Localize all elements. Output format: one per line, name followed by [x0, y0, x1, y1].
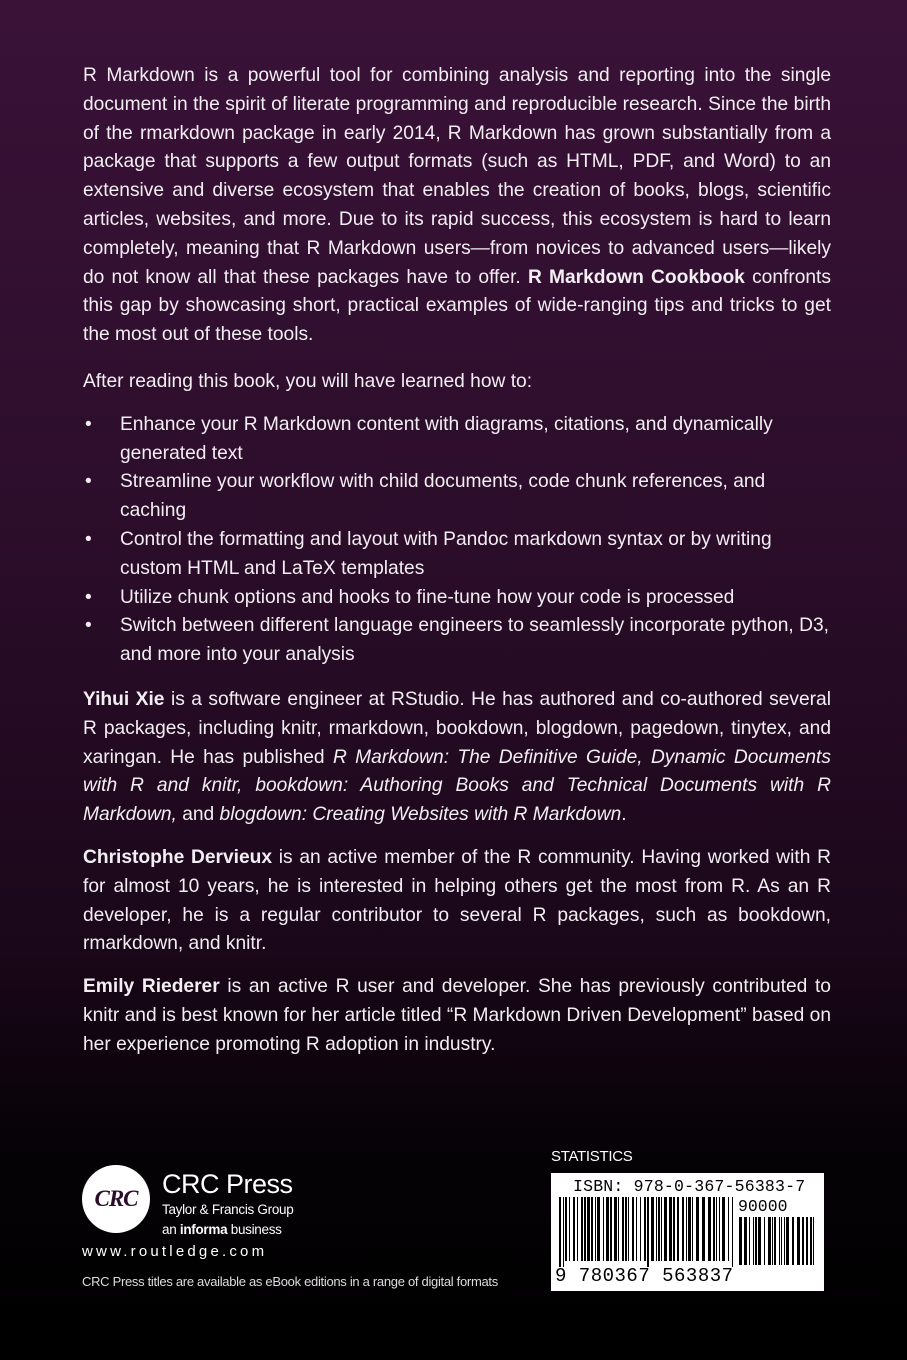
barcode-bar — [755, 1217, 757, 1265]
book-title: blogdown: Creating Websites with R Markdown — [219, 804, 622, 826]
author-text-and: and — [182, 804, 215, 826]
barcode-bar — [636, 1197, 637, 1261]
learning-list — [83, 411, 831, 670]
barcode-bar — [640, 1197, 641, 1261]
author-bio-dervieux — [83, 844, 831, 959]
barcode-bar — [774, 1217, 776, 1265]
barcode-bar — [692, 1197, 693, 1261]
barcode-bar — [753, 1217, 754, 1265]
author-bio-xie — [83, 686, 831, 830]
list-item: • Enhance your R Markdown content with diagrams, citations, and dynamically generated text — [83, 411, 831, 469]
barcode-bar — [749, 1217, 750, 1265]
ebook-note: CRC Press titles are available as eBook editions in a range of digital formats — [82, 1274, 498, 1289]
barcode-bar — [603, 1197, 604, 1261]
barcode-bar — [595, 1197, 596, 1261]
barcode-bar — [779, 1217, 780, 1265]
barcode-bar — [768, 1217, 771, 1265]
barcode-bar — [708, 1197, 711, 1261]
barcode-bar — [802, 1217, 804, 1265]
barcode-bar — [606, 1197, 609, 1261]
publisher-url: www.routledge.com — [82, 1243, 268, 1260]
barcode-bar — [682, 1197, 684, 1261]
barcode-bar — [581, 1197, 583, 1261]
barcode-bar — [656, 1197, 657, 1261]
author-text: is a software engineer at RStudio. He has authored and co-authored several R packages, including knitr, rmarkdown, bookdown, blogdown, pagedown, tinytex, and xaringan. He has published — [83, 688, 831, 768]
author-text-end: . — [621, 804, 627, 826]
barcode-bar — [644, 1197, 646, 1261]
barcode-bar — [669, 1197, 672, 1261]
author-name: Emily Riederer — [83, 976, 220, 998]
barcode-bar — [781, 1217, 782, 1265]
barcode-bar — [577, 1197, 578, 1261]
barcode-bar — [806, 1217, 808, 1265]
barcode-bar — [563, 1197, 564, 1267]
barcode-bar — [622, 1197, 624, 1261]
barcode-bar — [797, 1217, 800, 1265]
barcode-bar — [651, 1197, 654, 1261]
barcode-bar — [658, 1197, 660, 1261]
barcode-bar — [610, 1197, 612, 1261]
barcode — [551, 1173, 824, 1291]
barcode-bar — [739, 1217, 742, 1265]
barcode-bar — [688, 1197, 691, 1261]
barcode-bar — [559, 1197, 561, 1267]
list-item: • Utilize chunk options and hooks to fine-tune how your code is processed — [83, 584, 831, 613]
crc-logo: CRC — [82, 1165, 150, 1233]
author-bio-riederer — [83, 973, 831, 1059]
barcode-bar — [713, 1197, 715, 1261]
cookbook-text: confronts this gap by showcasing short, practical examples of wide-ranging tips and tricks to get the most out of these tools. — [83, 266, 831, 346]
barcode-bar — [614, 1197, 617, 1261]
barcode-bar — [661, 1197, 662, 1261]
publisher-name: CRC Press — [162, 1169, 293, 1199]
book-titles: R Markdown: The Definitive Guide, Dynamic Documents with R and knitr, bookdown: Authoring Books and Technical Documents with R Markdown, — [83, 746, 831, 826]
barcode-bar — [744, 1217, 747, 1265]
back-cover-text — [83, 62, 831, 1074]
cookbook-title: R Markdown Cookbook — [527, 266, 745, 288]
barcode-bar — [584, 1197, 586, 1261]
author-name: Yihui Xie — [83, 688, 165, 710]
barcode-bar — [673, 1197, 675, 1261]
barcode-bar — [696, 1197, 699, 1261]
barcode-bar — [732, 1197, 733, 1267]
barcode-bar — [716, 1197, 717, 1261]
list-item: • Streamline your workflow with child documents, code chunk references, and caching — [83, 468, 831, 526]
barcode-bar — [625, 1197, 627, 1261]
barcode-bar — [647, 1197, 649, 1267]
learn-intro: After reading this book, you will have learned how to: — [83, 370, 533, 392]
barcode-bar — [664, 1197, 667, 1261]
barcode-bar — [597, 1197, 600, 1261]
addon-text: 90000 — [738, 1197, 788, 1216]
barcode-bar — [813, 1217, 814, 1265]
author-text: is an active R user and developer. She has previously contributed to knitr and is best known for her article titled “R Markdown Driven Development” based on her experience promoting R adoption in industry. — [83, 976, 831, 1055]
category-label: STATISTICS — [551, 1148, 633, 1165]
publisher-group: Taylor & Francis Group — [162, 1202, 294, 1217]
barcode-bar — [810, 1217, 812, 1265]
barcode-bar — [632, 1197, 634, 1261]
list-item: • Control the formatting and layout with Pandoc markdown syntax or by writing custom HTML and LaTeX templates — [83, 526, 831, 584]
barcode-bar — [784, 1217, 785, 1265]
barcode-bar — [618, 1197, 619, 1261]
barcode-bar — [764, 1217, 765, 1265]
addon-bars — [739, 1217, 817, 1265]
informa-line — [162, 1222, 282, 1237]
barcode-bar — [628, 1197, 629, 1261]
barcode-bar — [772, 1217, 773, 1265]
list-item: • Switch between different language engineers to seamlessly incorporate python, D3, and more into your analysis — [83, 612, 831, 670]
barcode-bar — [569, 1197, 570, 1261]
barcode-bar — [719, 1197, 720, 1261]
barcode-bar — [702, 1197, 705, 1261]
barcode-bar — [686, 1197, 687, 1261]
intro-paragraph — [83, 62, 831, 350]
barcode-bar — [587, 1197, 590, 1261]
barcode-bar — [728, 1197, 729, 1261]
author-text: is an active member of the R community. Having worked with R for almost 10 years, he is interested in helping others get the most from R. As an R developer, he is a regular contributor to several R packages, such as bookdown, rmarkdown, and knitr. — [83, 846, 831, 955]
informa-prefix: an — [162, 1222, 177, 1237]
informa-suffix: business — [230, 1222, 282, 1237]
barcode-bar — [591, 1197, 593, 1261]
author-name: Christophe Dervieux — [83, 846, 273, 868]
barcode-bar — [722, 1197, 725, 1261]
barcode-bar — [792, 1217, 794, 1265]
isbn-text: ISBN: 978-0-367-56383-7 — [573, 1177, 806, 1196]
informa-bold: informa — [179, 1222, 228, 1237]
barcode-bar — [677, 1197, 679, 1261]
barcode-bar — [786, 1217, 789, 1265]
barcode-bar — [758, 1217, 761, 1265]
barcode-bars — [559, 1197, 735, 1267]
ean-text: 9 780367 563837 — [555, 1265, 734, 1287]
barcode-bar — [573, 1197, 575, 1261]
intro-text: R Markdown is a powerful tool for combining analysis and reporting into the single document in the spirit of literate programming and reproducible research. Since the birth of the rmarkdown package in early 2014, R Markdown has grown substantially from a package that supports a few output formats (such as HTML, PDF, and Word) to an extensive and diverse ecosystem that enables the creation of books, blogs, scientific articles, websites, and more. Due to its rapid success, this ecosystem is hard to learn completely, meaning that R Markdown users—from novices to advanced users—likely do not know all that these packages have to offer. — [83, 65, 831, 288]
barcode-bar — [565, 1197, 567, 1261]
